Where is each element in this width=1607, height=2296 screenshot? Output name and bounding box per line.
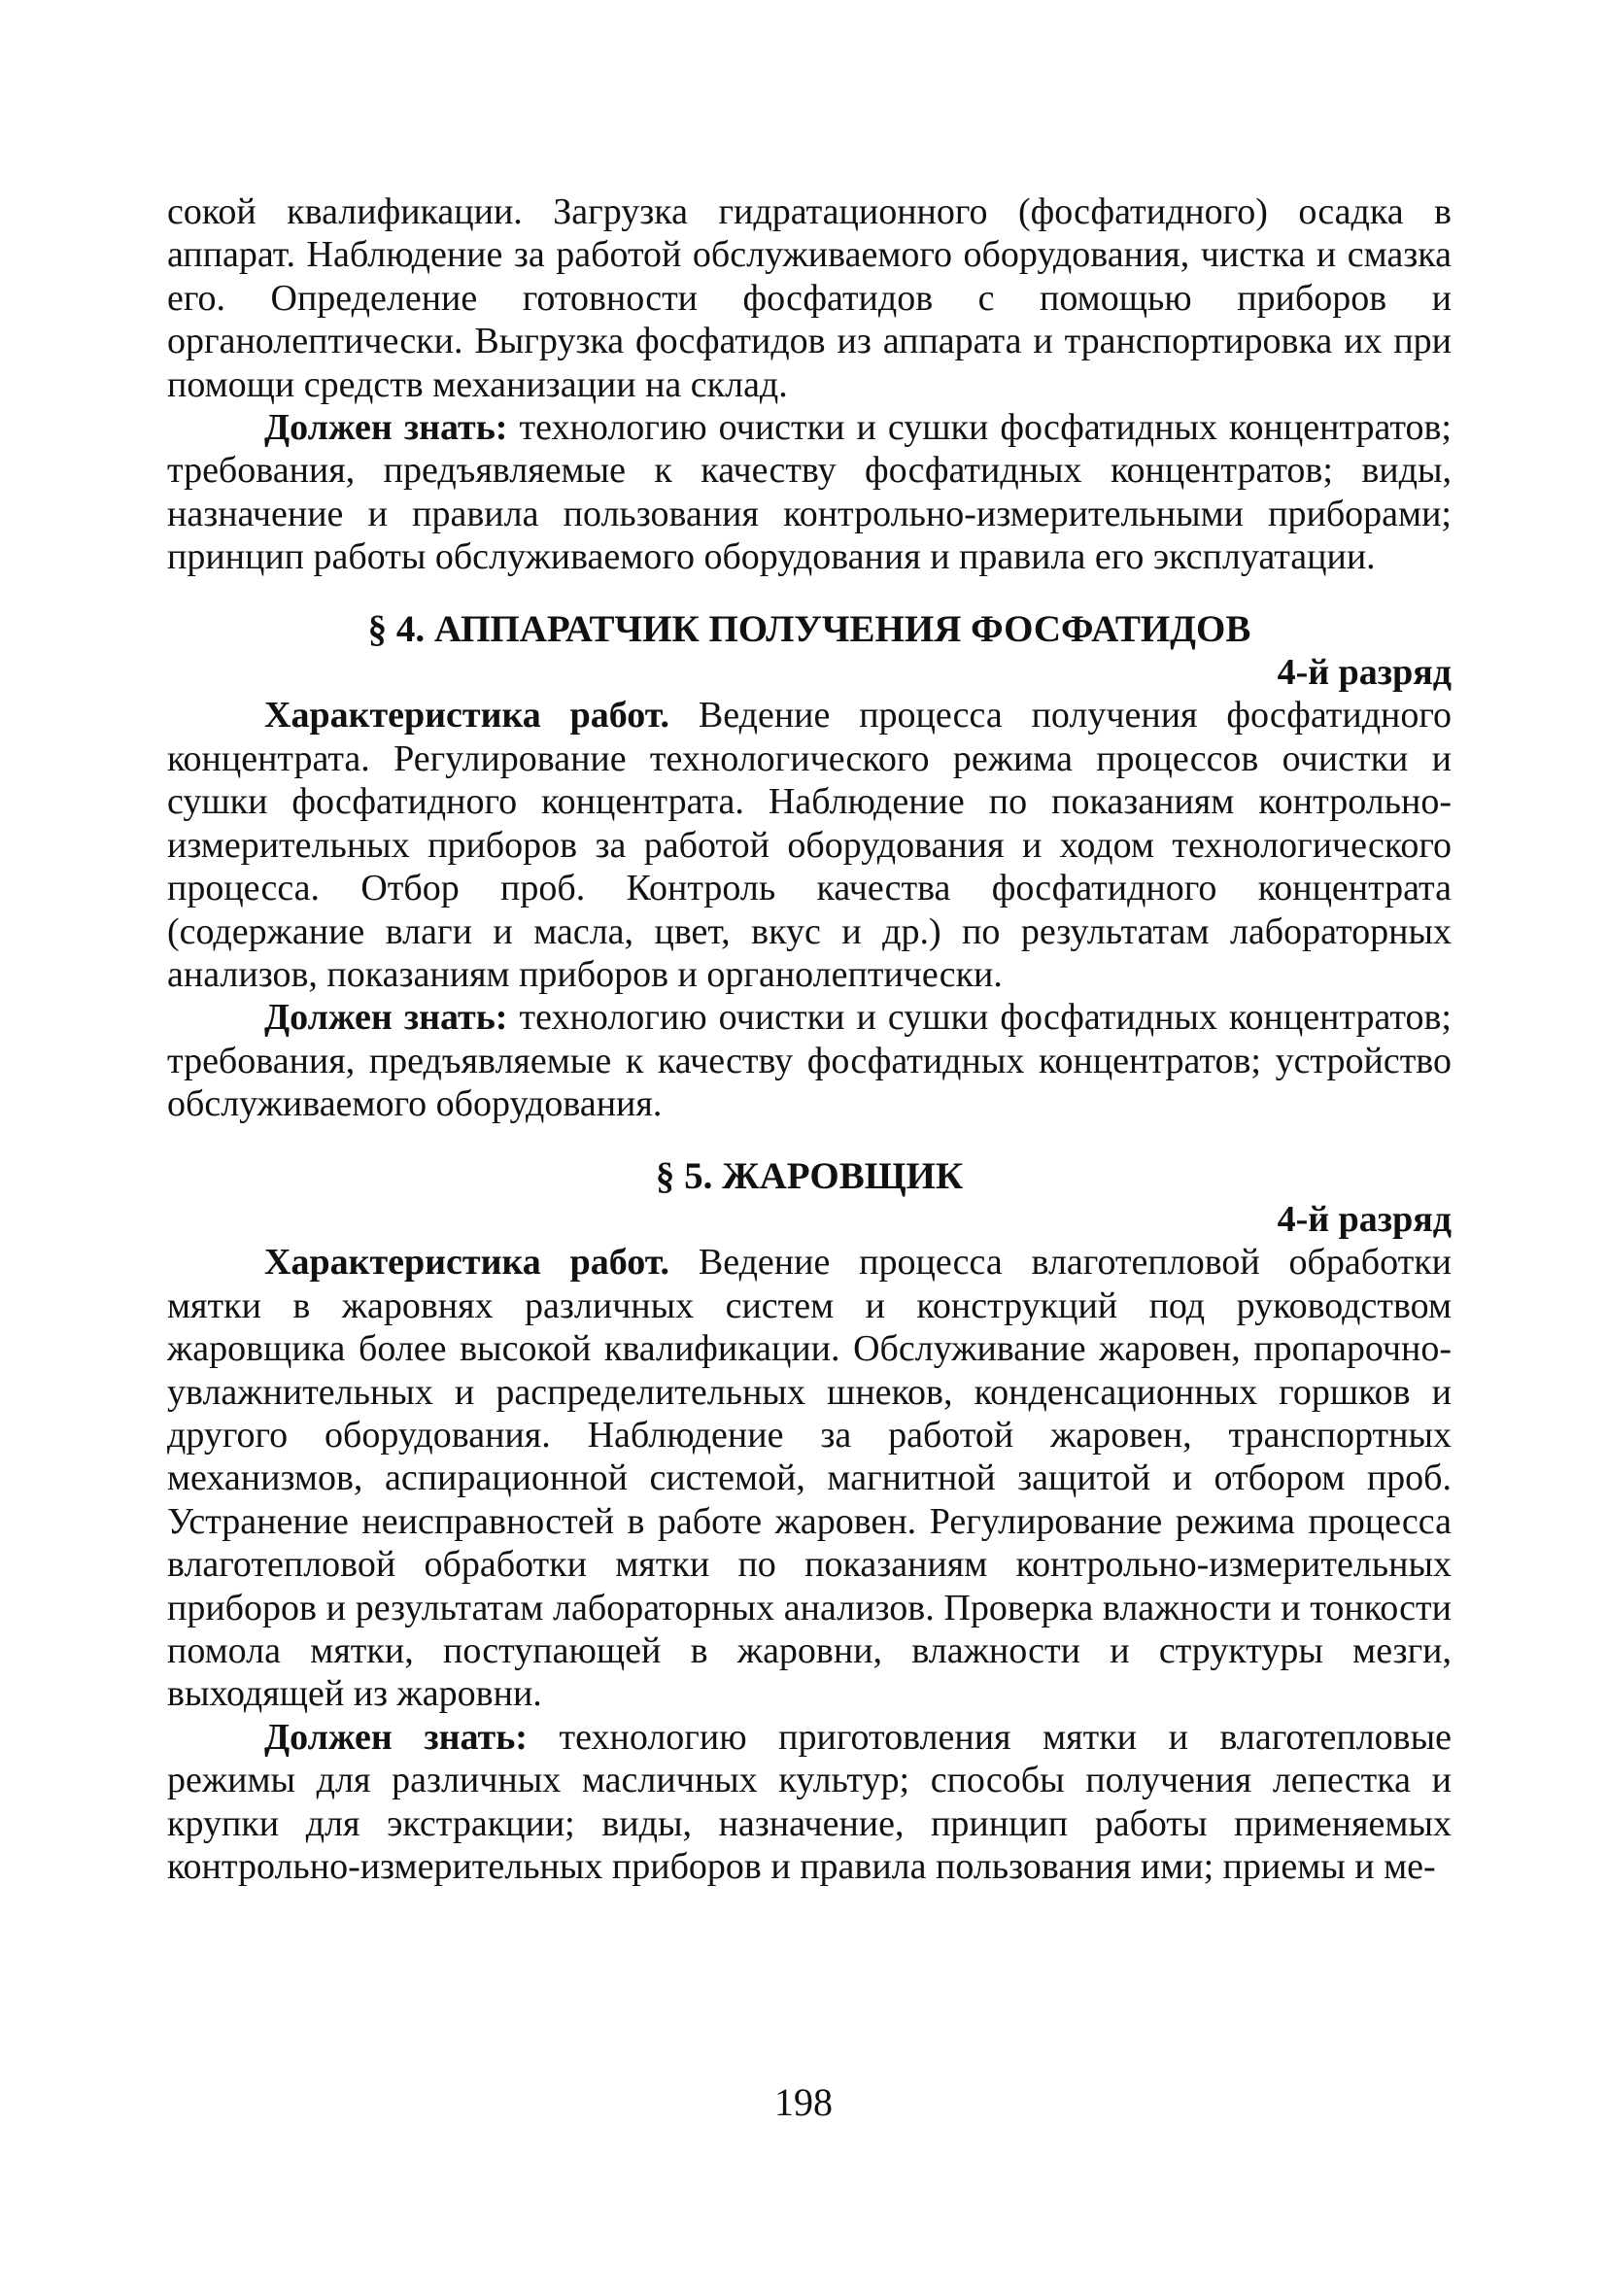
section-5-must-know-label: Должен знать: [264, 1716, 528, 1758]
section-5-characteristics-text: Ведение процесса влаготепловой обработки мятки в жаровнях различных систем и конструкций под руководством жаровщика более высокой квалификации. Обслуживание жаровен, пропарочно-увлажнительных и распределительных шнеков, конденсационных горшков и другого оборудования. Наблюдение за работой жаровен, транспортных механизмов, аспирационной системой, магнитной защитой и отбором проб. Устранение неисправностей в работе жаровен. Регулирование режима процесса влаготепловой обработки мятки по показаниям контрольно-измерительных приборов и результатам лабораторных анализов. Проверка влажности и тонкости помола мятки, поступающей в жаровни, влажности и структуры мезги, выходящей из жаровни. [167, 1242, 1452, 1715]
intro-must-know-label: Должен знать: [264, 407, 508, 449]
section-5-must-know-text: технологию приготовления мятки и влаготепловые режимы для различных масличных культур; способы получения лепестка и крупки для экстракции; виды, назначение, принцип работы применяемых контрольно-измерительных приборов и правила пользования ими; приемы и ме- [167, 1716, 1453, 1888]
section-4 [167, 608, 1452, 1126]
section-5-heading: § 5. ЖАРОВЩИК [655, 1154, 964, 1197]
section-5-must-know-paragraph [167, 1716, 1452, 1889]
section-5-characteristics-paragraph [167, 1241, 1452, 1715]
section-5 [167, 1155, 1452, 1889]
intro-must-know-text: технологию очистки и сушки фосфатидных концентратов; требования, предъявляемые к качеству фосфатидных концентратов; виды, назначение и правила пользования контрольно-измерительными приборами; принцип работы обслуживаемого оборудования и правила его эксплуатации. [167, 407, 1452, 578]
section-4-must-know-label: Должен знать: [264, 997, 508, 1039]
section-4-grade: 4-й разряд [1277, 652, 1452, 694]
section-4-characteristics-paragraph [167, 694, 1452, 996]
section-5-grade: 4-й разряд [1277, 1198, 1452, 1240]
page-number: 198 [774, 2080, 833, 2124]
section-4-must-know-text: технологию очистки и сушки фосфатидных концентратов; требования, предъявляемые к качеству фосфатидных концентратов; устройство обслуживаемого оборудования. [167, 997, 1452, 1125]
section-5-characteristics-label: Характеристика работ. [264, 1242, 670, 1284]
document-page [167, 190, 1452, 1888]
intro-text: сокой квалификации. Загрузка гидратационного (фосфатидного) осадка в аппарат. Наблюдение за работой обслуживаемого оборудования, чистка и смазка его. Определение готовности фосфатидов с помощью приборов и органолептически. Выгрузка фосфатидов из аппарата и транспортировка их при помощи средств механизации на склад. [167, 191, 1452, 405]
intro-paragraph [167, 190, 1452, 406]
intro-must-know-paragraph [167, 406, 1452, 579]
section-4-characteristics-text: Ведение процесса получения фосфатидного концентрата. Регулирование технологического режима процессов очистки и сушки фосфатидного концентрата. Наблюдение по показаниям контрольно-измерительных приборов за работой оборудования и ходом технологического процесса. Отбор проб. Контроль качества фосфатидного концентрата (содержание влаги и масла, цвет, вкус и др.) по результатам лабораторных анализов, показаниям приборов и органолептически. [167, 695, 1453, 995]
section-4-must-know-paragraph [167, 996, 1452, 1125]
section-4-heading: § 4. АППАРАТЧИК ПОЛУЧЕНИЯ ФОСФАТИДОВ [367, 607, 1251, 650]
section-4-characteristics-label: Характеристика работ. [264, 695, 670, 737]
